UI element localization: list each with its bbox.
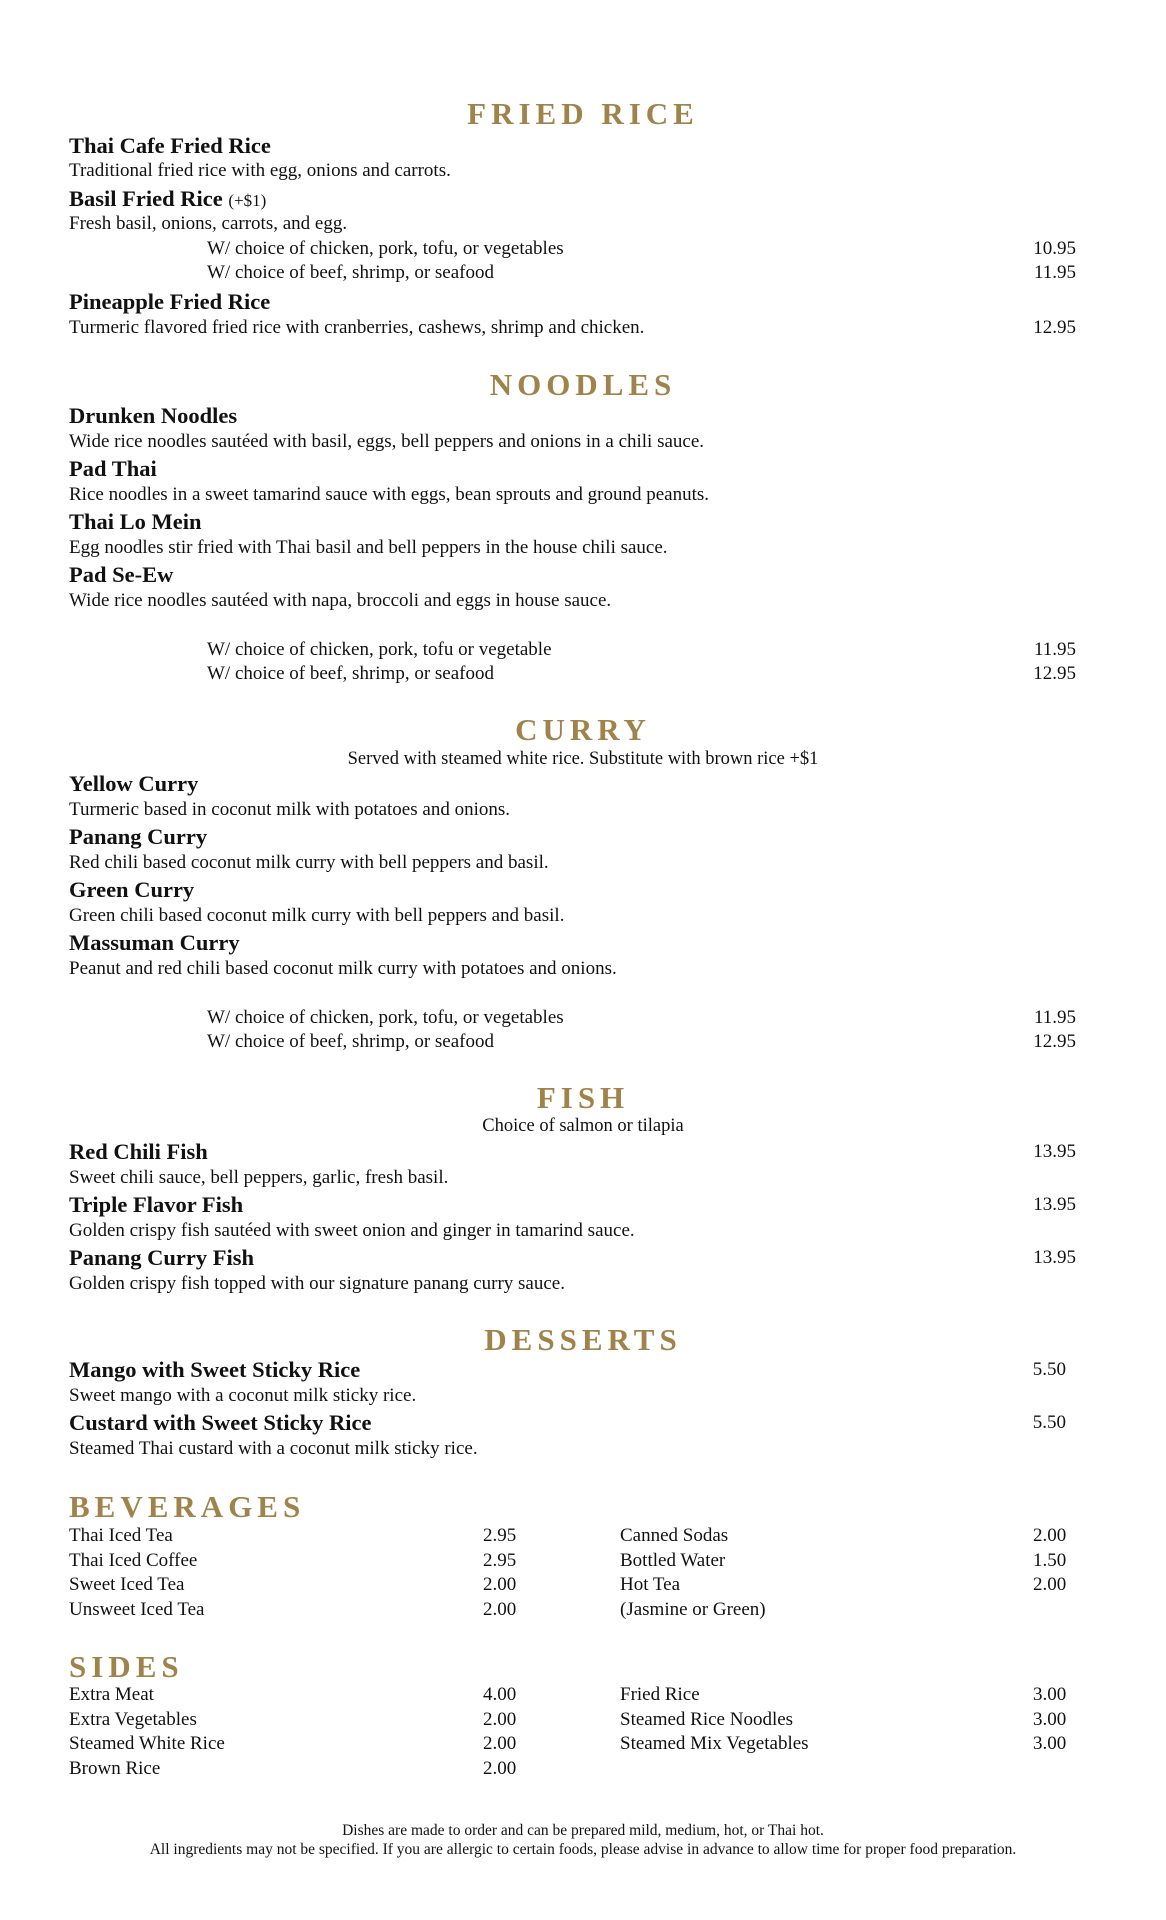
side-name: Steamed Rice Noodles bbox=[620, 1709, 794, 1730]
footer-note-1: Dishes are made to order and can be prepared mild, medium, hot, or Thai hot. bbox=[342, 1822, 824, 1839]
item-name: Pad Thai bbox=[69, 456, 157, 481]
option-price: 12.95 bbox=[1033, 663, 1076, 684]
section-note: Choice of salmon or tilapia bbox=[482, 1116, 684, 1136]
option-price: 11.95 bbox=[1033, 639, 1076, 660]
item-name: Custard with Sweet Sticky Rice bbox=[69, 1410, 372, 1435]
section-title-fish: FISH bbox=[536, 1080, 630, 1115]
item-desc: Red chili based coconut milk curry with bell peppers and basil. bbox=[69, 852, 549, 873]
item-desc: Steamed Thai custard with a coconut milk sticky rice. bbox=[69, 1438, 478, 1459]
beverage-name: Thai Iced Coffee bbox=[69, 1550, 198, 1571]
side-name: Steamed White Rice bbox=[69, 1733, 225, 1754]
item-price: 13.95 bbox=[1033, 1194, 1076, 1215]
option-label: W/ choice of beef, shrimp, or seafood bbox=[207, 663, 495, 684]
item-name: Mango with Sweet Sticky Rice bbox=[69, 1357, 361, 1382]
item-desc: Rice noodles in a sweet tamarind sauce with eggs, bean sprouts and ground peanuts. bbox=[69, 484, 710, 505]
item-desc: Turmeric flavored fried rice with cranberries, cashews, shrimp and chicken. bbox=[69, 317, 645, 338]
item-desc: Peanut and red chili based coconut milk curry with potatoes and onions. bbox=[69, 958, 617, 979]
item-price: 13.95 bbox=[1033, 1247, 1076, 1268]
side-price: 2.00 bbox=[483, 1709, 517, 1730]
section-title-beverages: BEVERAGES bbox=[69, 1489, 306, 1524]
item-name-with-modifier bbox=[69, 186, 266, 214]
item-name: Panang Curry bbox=[69, 824, 208, 849]
beverage-price: 2.00 bbox=[483, 1599, 517, 1620]
section-title-sides: SIDES bbox=[69, 1649, 184, 1684]
option-label: W/ choice of beef, shrimp, or seafood bbox=[207, 1031, 495, 1052]
item-desc: Sweet mango with a coconut milk sticky rice. bbox=[69, 1385, 417, 1406]
side-price: 3.00 bbox=[1033, 1709, 1067, 1730]
item-price: 13.95 bbox=[1033, 1141, 1076, 1162]
beverage-price: 1.50 bbox=[1033, 1550, 1067, 1571]
item-desc: Fresh basil, onions, carrots, and egg. bbox=[69, 213, 348, 234]
item-name: Pineapple Fried Rice bbox=[69, 289, 271, 314]
beverage-price: 2.95 bbox=[483, 1550, 517, 1571]
item-price: 12.95 bbox=[1033, 317, 1076, 338]
beverage-price: 2.00 bbox=[1033, 1525, 1067, 1546]
side-price: 2.00 bbox=[483, 1733, 517, 1754]
section-title-desserts: DESSERTS bbox=[484, 1322, 682, 1357]
item-price: 5.50 bbox=[1032, 1412, 1066, 1433]
item-name: Green Curry bbox=[69, 877, 195, 902]
item-name: Panang Curry Fish bbox=[69, 1245, 255, 1270]
option-price: 11.95 bbox=[1033, 1007, 1076, 1028]
side-price: 3.00 bbox=[1033, 1684, 1067, 1705]
option-label: W/ choice of chicken, pork, tofu, or vegetables bbox=[207, 1007, 564, 1028]
side-name: Steamed Mix Vegetables bbox=[620, 1733, 809, 1754]
option-label: W/ choice of chicken, pork, tofu, or vegetables bbox=[207, 238, 564, 259]
item-modifier: (+$1) bbox=[228, 191, 267, 210]
beverage-name: Unsweet Iced Tea bbox=[69, 1599, 205, 1620]
item-desc: Sweet chili sauce, bell peppers, garlic, fresh basil. bbox=[69, 1167, 449, 1188]
option-price: 11.95 bbox=[1033, 262, 1076, 283]
beverage-price: 2.95 bbox=[483, 1525, 517, 1546]
item-name: Pad Se-Ew bbox=[69, 562, 174, 587]
item-name: Thai Lo Mein bbox=[69, 509, 202, 534]
beverage-name: Hot Tea bbox=[620, 1574, 681, 1595]
item-desc: Wide rice noodles sautéed with napa, broccoli and eggs in house sauce. bbox=[69, 590, 612, 611]
beverage-name: Sweet Iced Tea bbox=[69, 1574, 185, 1595]
beverage-note: (Jasmine or Green) bbox=[620, 1599, 766, 1620]
item-desc: Golden crispy fish topped with our signature panang curry sauce. bbox=[69, 1273, 565, 1294]
option-price: 12.95 bbox=[1033, 1031, 1076, 1052]
side-price: 2.00 bbox=[483, 1758, 517, 1779]
section-title-fried-rice: FRIED RICE bbox=[467, 96, 699, 131]
beverage-price: 2.00 bbox=[483, 1574, 517, 1595]
section-title-curry: CURRY bbox=[515, 712, 651, 747]
beverage-name: Canned Sodas bbox=[620, 1525, 729, 1546]
item-name: Triple Flavor Fish bbox=[69, 1192, 244, 1217]
option-price: 10.95 bbox=[1033, 238, 1076, 259]
section-title-noodles: NOODLES bbox=[489, 367, 677, 402]
section-note: Served with steamed white rice. Substitute with brown rice +$1 bbox=[347, 749, 819, 769]
item-desc: Egg noodles stir fried with Thai basil and bell peppers in the house chili sauce. bbox=[69, 537, 668, 558]
side-price: 3.00 bbox=[1033, 1733, 1067, 1754]
side-name: Brown Rice bbox=[69, 1758, 161, 1779]
item-name: Massuman Curry bbox=[69, 930, 240, 955]
item-name: Basil Fried Rice bbox=[69, 186, 223, 211]
beverage-price: 2.00 bbox=[1033, 1574, 1067, 1595]
option-label: W/ choice of beef, shrimp, or seafood bbox=[207, 262, 495, 283]
option-label: W/ choice of chicken, pork, tofu or vegetable bbox=[207, 639, 552, 660]
item-desc: Wide rice noodles sautéed with basil, eggs, bell peppers and onions in a chili sauce. bbox=[69, 431, 705, 452]
item-price: 5.50 bbox=[1032, 1359, 1066, 1380]
side-name: Extra Meat bbox=[69, 1684, 154, 1705]
item-name: Thai Cafe Fried Rice bbox=[69, 133, 271, 158]
beverage-name: Thai Iced Tea bbox=[69, 1525, 173, 1546]
item-desc: Green chili based coconut milk curry with bell peppers and basil. bbox=[69, 905, 565, 926]
item-name: Yellow Curry bbox=[69, 771, 199, 796]
side-name: Extra Vegetables bbox=[69, 1709, 197, 1730]
item-name: Drunken Noodles bbox=[69, 403, 238, 428]
item-name: Red Chili Fish bbox=[69, 1139, 208, 1164]
item-desc: Traditional fried rice with egg, onions and carrots. bbox=[69, 160, 451, 181]
beverage-name: Bottled Water bbox=[620, 1550, 726, 1571]
item-desc: Golden crispy fish sautéed with sweet onion and ginger in tamarind sauce. bbox=[69, 1220, 635, 1241]
side-name: Fried Rice bbox=[620, 1684, 700, 1705]
item-desc: Turmeric based in coconut milk with potatoes and onions. bbox=[69, 799, 510, 820]
footer-note-2: All ingredients may not be specified. If you are allergic to certain foods, please advise in advance to allow time for proper food preparation. bbox=[149, 1841, 1017, 1858]
side-price: 4.00 bbox=[483, 1684, 517, 1705]
